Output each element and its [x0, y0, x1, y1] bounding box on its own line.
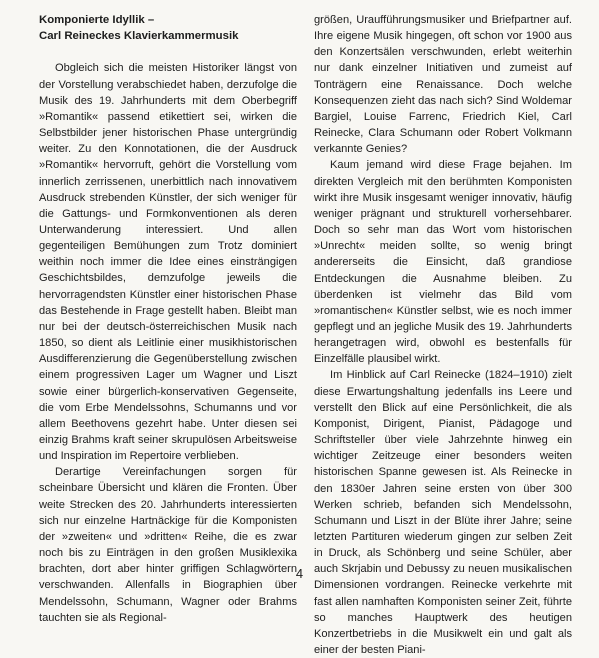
article-title-line-2: Carl Reineckes Klavierkammermusik: [39, 30, 239, 43]
page-number: 4: [295, 566, 304, 581]
left-column: [39, 12, 297, 626]
article-title-line-1: Komponierte Idyllik –: [39, 14, 155, 26]
article-title: [39, 12, 297, 44]
paragraph-continued: größen, Uraufführungsmusiker und Briefpartner auf. Ihre eigene Musik hingegen, oft schon vor 1900 aus den Konzertsälen verschwunden, erlebt weiterhin nur dank einzelner Initiativen und zumeist auf Tonträgern eine Renaissance. Doch welche Konsequenzen zieht das nach sich? Sind Woldemar Bargiel, Louise Farrenc, Friedrich Kiel, Carl Reinecke, Clara Schumann oder Robert Volkmann verkannte Genies?: [314, 14, 572, 156]
paragraph-intro: Obgleich sich die meisten Historiker längst von der Vorstellung verabschiedet haben, derzufolge die Musik des 19. Jahrhunderts mit dem Oberbegriff »Romantik« passend etikettiert sei, wirken die Selbstbilder jener historischen Phase untergründig weiter. Zu den Konnotationen, die der Ausdruck »Romantik« hervorruft, gehört die Vorstellung vom innerlich zerrissenen, unerbittlich nach innovativem Ausdruck strebenden Künstler, der sich weniger für die Gattungs- und Formkonventionen als deren Unterwanderung interessiert. Und allen gegenteiligen Bemühungen zum Trotz dominiert weithin noch immer die Idee eines einsträngigen Geschichtsbildes, demzufolge jeweils die hervorragendsten Künstler einer historischen Phase das Bestehende in Frage gestellt haben. Bleibt man nur bei der deutsch-österreichischen Musik nach 1850, so dient als Leitlinie einer musikhistorischen Ausdifferenzierung die Gegenüberstellung zwischen einem progressiven Lager um Wagner und Liszt sowie einer bürgerlich-konservativen Gegenseite, die vom Erbe Mendelssohns, Schumanns und vor allem Beethovens gezehrt habe. Unter diesen sei einzig Brahms kraft seiner skrupulösen Arbeitsweise und Inspiration im Repertoire verblieben.: [39, 62, 297, 463]
right-column: [314, 12, 572, 658]
paragraph-question: Kaum jemand wird diese Frage bejahen. Im direkten Vergleich mit den berühmten Komponisten wirkt ihre Musik insgesamt weniger innovativ, häufig weniger prägnant und strukturell vorhersehbarer. Doch so sehr man das Wort vom historischen »Unrecht« meiden sollte, so wenig bringt andererseits die Einsicht, daß grandiose Entdeckungen die Ausnahme bleiben. Zu überdenken ist vielmehr das Bild vom »romantischen« Künstler selbst, wie es noch immer gepflegt und an jegliche Musik des 19. Jahrhunderts herangetragen wird, obwohl es bestenfalls für Einzelfälle plausibel wirkt.: [314, 159, 572, 366]
paragraph-reinecke: Im Hinblick auf Carl Reinecke (1824–1910) zielt diese Erwartungshaltung jedenfalls ins Leere und verstellt den Blick auf eine Persönlichkeit, die als Komponist, Dirigent, Pianist, Pädagoge und Schriftsteller über viele Jahrzehnte hinweg ein wichtiger Zeitzeuge einer besonders weiten historischen Spanne gewesen ist. Als Reinecke in den 1830er Jahren seine ersten von über 300 Werken schrieb, befanden sich Mendelssohn, Schumann und Liszt in der Blüte ihrer Jahre; seine letzten Partituren wiederum gingen zur selben Zeit in Druck, als Schönberg und seine Schüler, aber auch Skrjabin und Debussy zu neuen musikalischen Dimensionen vordrangen. Reinecke verkehrte mit fast allen namhaften Komponisten seiner Zeit, führte so manches Hauptwerk des heutigen Konzertbetriebs in die Musikwelt ein und galt als einer der besten Piani-: [314, 369, 572, 657]
paragraph-simplifications: Derartige Vereinfachungen sorgen für scheinbare Übersicht und klären die Fronten. Über weite Strecken des 20. Jahrhunderts interessierten sich nur einzelne Hartnäckige für die Komponisten der »zweiten« und »dritten« Reihe, die es zwar noch bis zu Einträgen in den großen Musiklexika brachten, dort aber hinter griffigen Schlagwörtern verschwanden. Allenfalls in Biographien über Mendelssohn, Schumann, Wagner oder Brahms tauchten sie als Regional-: [39, 466, 297, 624]
